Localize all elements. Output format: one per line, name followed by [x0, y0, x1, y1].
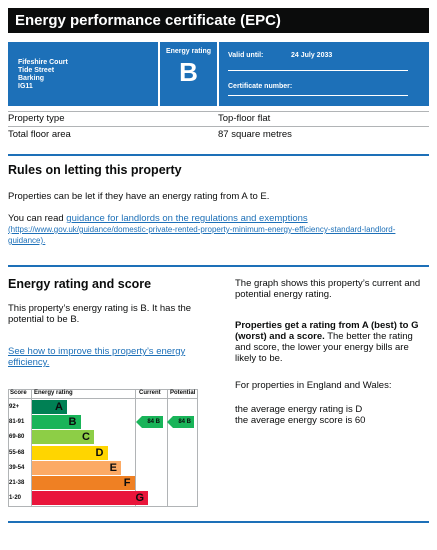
- band-range-f: 21-38: [9, 480, 25, 486]
- divider: [8, 111, 429, 112]
- property-type-label: Property type: [8, 113, 65, 124]
- band-range-e: 39-54: [9, 464, 25, 471]
- band-range-a: 92+: [9, 404, 20, 410]
- england-wales-note: For properties in England and Wales:: [235, 380, 392, 391]
- rules-guidance: [8, 213, 428, 246]
- chart-header-divider: [8, 398, 198, 399]
- guidance-link[interactable]: guidance for landlords on the regulations and exemptions: [66, 213, 308, 224]
- address-line: Fifeshire Court: [18, 59, 68, 66]
- rules-paragraph: Properties can be let if they have an energy rating from A to E.: [8, 191, 270, 202]
- floor-area-row: [8, 129, 429, 140]
- score-column-header: Score: [10, 390, 27, 396]
- band-bar-e: E: [32, 461, 121, 475]
- property-type-row: [8, 113, 429, 124]
- score-heading: Energy rating and score: [8, 277, 152, 291]
- average-score: the average energy score is 60: [235, 415, 366, 426]
- rating-explanation-rest: The better the rating and score, the lower your energy bills are likely to be.: [235, 331, 413, 364]
- band-bar-d: D: [32, 446, 108, 460]
- property-type-value: Top-floor flat: [218, 113, 271, 124]
- rating-explanation: [235, 320, 425, 364]
- average-rating: the average energy rating is D: [235, 404, 363, 415]
- potential-rating-arrow: 84 B: [173, 416, 194, 428]
- page-title: Energy performance certificate (EPC): [8, 8, 429, 33]
- rating-explanation-bold: Properties get a rating from A (best) to G (worst) and a score.: [235, 320, 419, 342]
- band-range-b: 81-91: [9, 419, 25, 426]
- current-rating-arrow: 84 B: [142, 416, 163, 428]
- score-paragraph: This property’s energy rating is B. It has the potential to be B.: [8, 303, 192, 325]
- band-range-d: 55-68: [9, 449, 25, 456]
- energy-rating-label: Energy rating: [165, 48, 212, 55]
- band-bar-c: C: [32, 430, 94, 444]
- chart-column-divider: [167, 389, 168, 507]
- energy-rating-value: B: [179, 57, 198, 87]
- guidance-prefix: You can read: [8, 213, 67, 224]
- current-column-header: Current: [139, 390, 161, 396]
- section-divider: [8, 265, 429, 267]
- potential-column-header: Potential: [170, 390, 196, 396]
- band-bar-a: A: [32, 400, 67, 414]
- energy-rating-box: [160, 42, 217, 106]
- rating-column-header: Energy rating: [34, 390, 73, 396]
- address-block: [8, 42, 158, 106]
- graph-description: The graph shows this property’s current and potential energy rating.: [235, 278, 421, 300]
- chart-column-divider: [135, 389, 136, 507]
- band-bar-g: G: [32, 491, 148, 505]
- divider: [228, 95, 408, 96]
- divider: [228, 70, 408, 71]
- band-bar-f: F: [32, 476, 135, 490]
- section-divider: [8, 154, 429, 156]
- rules-heading: Rules on letting this property: [8, 163, 182, 177]
- section-divider: [8, 521, 429, 523]
- divider: [8, 126, 429, 127]
- certificate-number-label: Certificate number:: [228, 83, 293, 90]
- address-line: Tide Street: [18, 67, 55, 74]
- valid-until-label: Valid until:: [228, 52, 264, 59]
- band-bar-b: B: [32, 415, 81, 429]
- band-range-c: 69-80: [9, 434, 25, 441]
- guidance-url-link[interactable]: (https://www.gov.uk/guidance/domestic-private-rented-property-minimum-energy-efficiency-standard-landlord-guidance).: [8, 225, 396, 245]
- validity-block: [219, 42, 429, 106]
- floor-area-value: 87 square metres: [218, 129, 292, 140]
- improve-efficiency-link[interactable]: See how to improve this property’s energy efficiency.: [8, 346, 186, 368]
- address-line: IG11: [18, 83, 33, 90]
- band-range-g: 1-20: [9, 495, 22, 502]
- valid-until-value: 24 July 2033: [291, 52, 333, 59]
- address-line: Barking: [18, 75, 45, 82]
- floor-area-label: Total floor area: [8, 129, 71, 140]
